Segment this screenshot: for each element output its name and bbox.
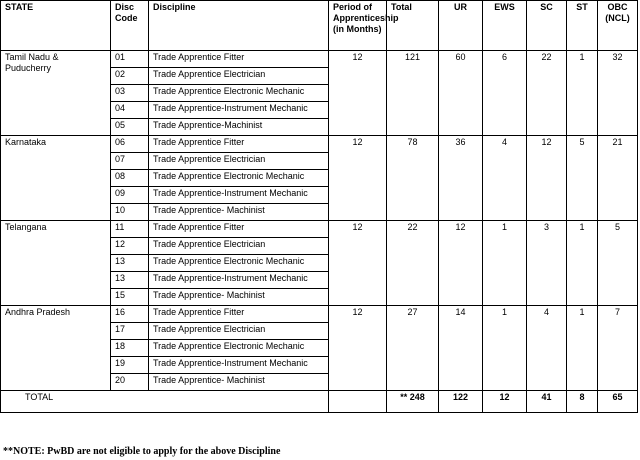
sc-cell: 12 [527, 136, 567, 221]
table-body [1, 51, 638, 391]
discipline-cell: Trade Apprentice-Instrument Mechanic [149, 357, 329, 374]
ews-cell: 6 [483, 51, 527, 136]
totals-total: ** 248 [387, 391, 439, 413]
ur-cell: 12 [439, 221, 483, 306]
state-cell: Karnataka [1, 136, 111, 221]
state-cell: Andhra Pradesh [1, 306, 111, 391]
header-ews: EWS [483, 1, 527, 51]
totals-sc: 41 [527, 391, 567, 413]
obc-cell: 32 [598, 51, 638, 136]
disc-code-cell: 02 [111, 68, 149, 85]
totals-row [1, 391, 638, 413]
discipline-cell: Trade Apprentice-Instrument Mechanic [149, 187, 329, 204]
ews-cell: 4 [483, 136, 527, 221]
discipline-cell: Trade Apprentice Electronic Mechanic [149, 170, 329, 187]
header-period: Period of Apprenticeship (in Months) [329, 1, 387, 51]
table-row [1, 306, 638, 323]
disc-code-cell: 13 [111, 255, 149, 272]
totals-period [329, 391, 387, 413]
ur-cell: 36 [439, 136, 483, 221]
period-cell: 12 [329, 51, 387, 136]
totals-st: 8 [567, 391, 598, 413]
st-cell: 1 [567, 221, 598, 306]
disc-code-cell: 19 [111, 357, 149, 374]
obc-cell: 21 [598, 136, 638, 221]
disc-code-cell: 16 [111, 306, 149, 323]
header-row [1, 1, 638, 51]
disc-code-cell: 04 [111, 102, 149, 119]
discipline-cell: Trade Apprentice Fitter [149, 51, 329, 68]
sc-cell: 3 [527, 221, 567, 306]
disc-code-cell: 12 [111, 238, 149, 255]
disc-code-cell: 03 [111, 85, 149, 102]
disc-code-cell: 10 [111, 204, 149, 221]
discipline-cell: Trade Apprentice- Machinist [149, 289, 329, 306]
period-cell: 12 [329, 136, 387, 221]
discipline-cell: Trade Apprentice- Machinist [149, 374, 329, 391]
period-cell: 12 [329, 221, 387, 306]
disc-code-cell: 06 [111, 136, 149, 153]
obc-cell: 7 [598, 306, 638, 391]
pwbd-note: **NOTE: PwBD are not eligible to apply for the above Discipline [3, 446, 281, 457]
header-obc: OBC (NCL) [598, 1, 638, 51]
discipline-cell: Trade Apprentice-Instrument Mechanic [149, 102, 329, 119]
discipline-cell: Trade Apprentice Electrician [149, 153, 329, 170]
state-cell: Tamil Nadu & Puducherry [1, 51, 111, 136]
ews-cell: 1 [483, 221, 527, 306]
period-cell: 12 [329, 306, 387, 391]
header-state: STATE [1, 1, 111, 51]
discipline-cell: Trade Apprentice Electronic Mechanic [149, 85, 329, 102]
header-disc-code: Disc Code [111, 1, 149, 51]
discipline-cell: Trade Apprentice Electrician [149, 68, 329, 85]
disc-code-cell: 11 [111, 221, 149, 238]
discipline-cell: Trade Apprentice-Instrument Mechanic [149, 272, 329, 289]
ur-cell: 60 [439, 51, 483, 136]
discipline-cell: Trade Apprentice-Machinist [149, 119, 329, 136]
disc-code-cell: 05 [111, 119, 149, 136]
discipline-cell: Trade Apprentice Fitter [149, 306, 329, 323]
disc-code-cell: 18 [111, 340, 149, 357]
disc-code-cell: 15 [111, 289, 149, 306]
totals-label: TOTAL [1, 391, 329, 413]
disc-code-cell: 08 [111, 170, 149, 187]
sc-cell: 22 [527, 51, 567, 136]
table-row [1, 136, 638, 153]
discipline-cell: Trade Apprentice Electrician [149, 238, 329, 255]
header-st: ST [567, 1, 598, 51]
disc-code-cell: 13 [111, 272, 149, 289]
state-cell: Telangana [1, 221, 111, 306]
disc-code-cell: 01 [111, 51, 149, 68]
st-cell: 1 [567, 51, 598, 136]
discipline-cell: Trade Apprentice Fitter [149, 221, 329, 238]
disc-code-cell: 07 [111, 153, 149, 170]
discipline-cell: Trade Apprentice Electrician [149, 323, 329, 340]
sc-cell: 4 [527, 306, 567, 391]
total-cell: 121 [387, 51, 439, 136]
totals-ews: 12 [483, 391, 527, 413]
totals-obc: 65 [598, 391, 638, 413]
disc-code-cell: 17 [111, 323, 149, 340]
st-cell: 1 [567, 306, 598, 391]
disc-code-cell: 20 [111, 374, 149, 391]
total-cell: 78 [387, 136, 439, 221]
total-cell: 27 [387, 306, 439, 391]
header-total: Total [387, 1, 439, 51]
st-cell: 5 [567, 136, 598, 221]
disc-code-cell: 09 [111, 187, 149, 204]
discipline-cell: Trade Apprentice Fitter [149, 136, 329, 153]
totals-ur: 122 [439, 391, 483, 413]
header-discipline: Discipline [149, 1, 329, 51]
ews-cell: 1 [483, 306, 527, 391]
header-sc: SC [527, 1, 567, 51]
discipline-cell: Trade Apprentice Electronic Mechanic [149, 255, 329, 272]
total-cell: 22 [387, 221, 439, 306]
table-row [1, 51, 638, 68]
header-ur: UR [439, 1, 483, 51]
discipline-cell: Trade Apprentice Electronic Mechanic [149, 340, 329, 357]
obc-cell: 5 [598, 221, 638, 306]
ur-cell: 14 [439, 306, 483, 391]
table-row [1, 221, 638, 238]
discipline-cell: Trade Apprentice- Machinist [149, 204, 329, 221]
